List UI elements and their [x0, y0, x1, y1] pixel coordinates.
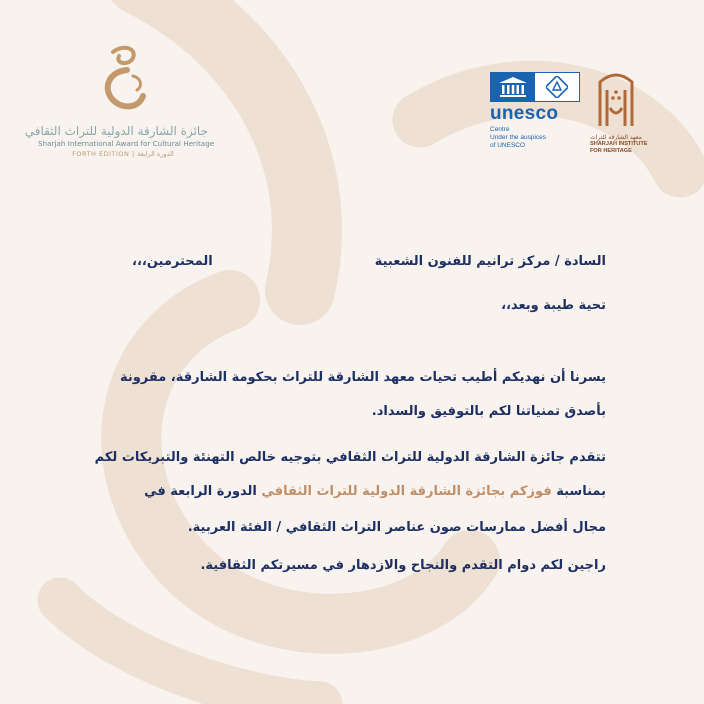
paragraph-2-end: الدورة الرابعة في — [144, 484, 257, 499]
unesco-logo — [490, 72, 580, 150]
unesco-category-icon — [535, 73, 579, 101]
institute-emblem-icon — [594, 68, 638, 128]
unesco-emblem — [490, 72, 580, 102]
paragraph-2-line-2 — [144, 484, 606, 499]
addressee: السادة / مركز ترانيم للفنون الشعبية — [374, 254, 606, 269]
award-edition-separator: | — [131, 150, 135, 158]
institute-name-english — [590, 141, 646, 155]
award-logo — [24, 42, 215, 158]
unesco-caption-line: of UNESCO — [490, 142, 526, 149]
unesco-wordmark: unesco — [490, 103, 559, 124]
unesco-temple-icon — [491, 73, 535, 101]
institute-logo — [586, 68, 646, 155]
addressee-line — [375, 254, 606, 269]
unesco-caption-line: Centre — [490, 126, 510, 133]
award-highlight: فوزكم بجائزة الشارقة الدولية للتراث الثقافي — [261, 484, 552, 499]
paragraph-1-line-1: يسرنا أن نهديكم أطيب تحيات معهد الشارقة للتراث بحكومة الشارقة، مقرونة — [119, 370, 606, 385]
greeting: تحية طيبة وبعد،، — [501, 298, 606, 313]
award-edition — [38, 150, 208, 158]
institute-name-arabic: معهد الشارقة للتراث — [590, 134, 642, 141]
closing-line: راجين لكم دوام التقدم والنجاح والازدهار في مسيرتكم الثقافية. — [200, 558, 606, 573]
award-edition-english: FORTH EDITION — [72, 150, 130, 158]
paragraph-1-line-2: بأصدق تمنياتنا لكم بالتوفيق والسداد. — [371, 404, 606, 419]
award-name-arabic: جائزة الشارقة الدولية للتراث الثقافي — [24, 124, 208, 138]
paragraph-2-start: بمناسبة — [556, 484, 606, 499]
unesco-caption — [490, 126, 580, 150]
honorific: المحترمين،،، — [132, 254, 213, 269]
award-calligraphy-icon — [93, 42, 153, 122]
institute-name-line: SHARJAH INSTITUTE — [590, 141, 648, 147]
institute-name-line: FOR HERITAGE — [590, 148, 632, 154]
award-name-english: Sharjah International Award for Cultural Heritage — [38, 139, 215, 148]
award-edition-arabic: الدورة الرابعة — [137, 150, 174, 158]
paragraph-2-line-3: مجال أفضل ممارسات صون عناصر التراث الثقافي / الفئة العربية. — [187, 520, 606, 535]
unesco-caption-line: Under the auspices — [490, 134, 547, 141]
paragraph-2-line-1: تتقدم جائزة الشارقة الدولية للتراث الثقافي بتوجيه خالص التهنئة والتبريكات لكم — [94, 450, 606, 465]
